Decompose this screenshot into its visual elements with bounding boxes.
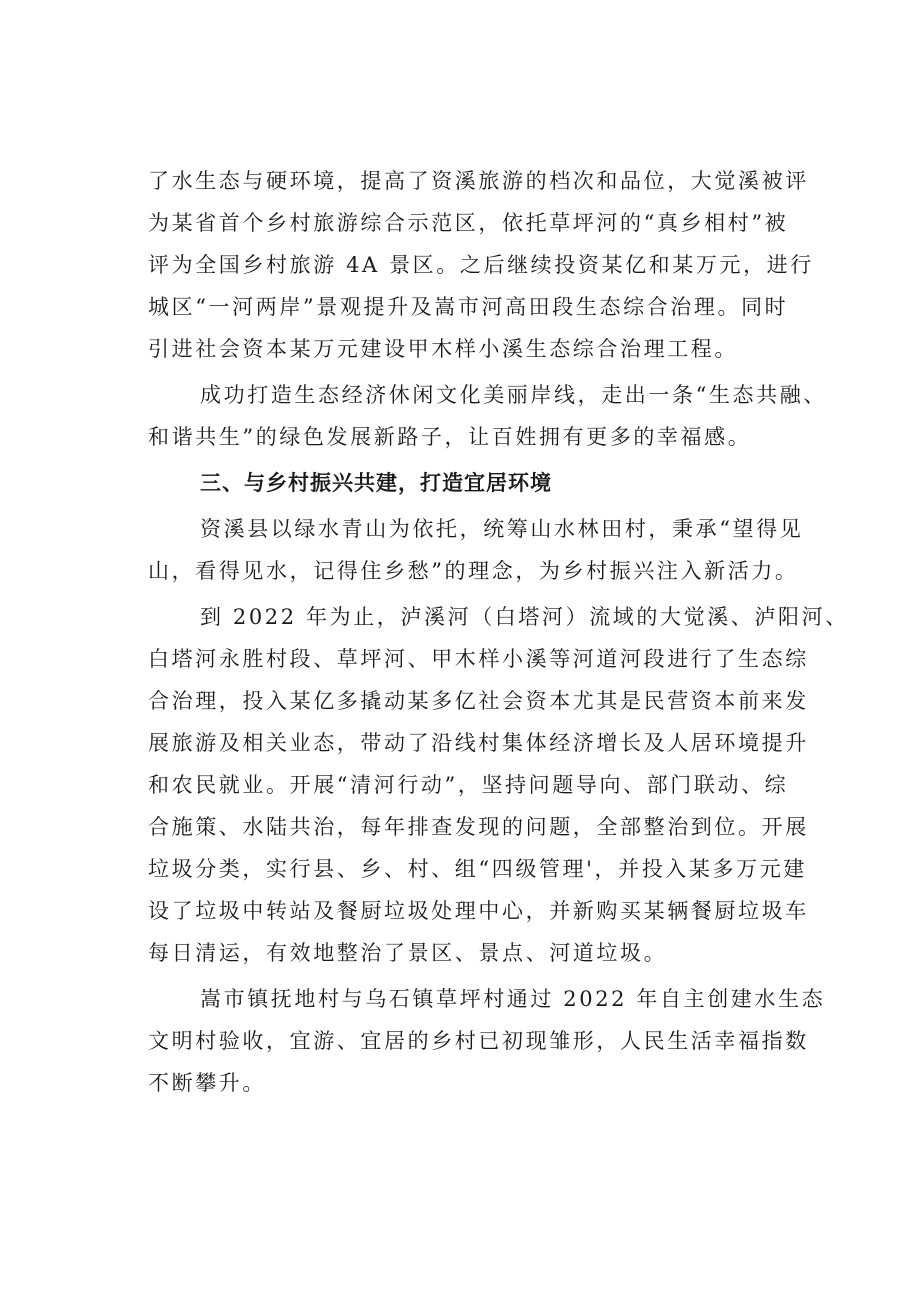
text-line: 嵩市镇抚地村与乌石镇草坪村通过 2022 年自主创建水生态	[200, 987, 826, 1011]
text-line: 垃圾分类，实行县、乡、村、组“四级管理'，并投入某多万元建	[148, 857, 807, 881]
text-line: 引进社会资本某万元建设甲木样小溪生态综合治理工程。	[148, 337, 738, 361]
paragraph-1	[148, 160, 814, 370]
text-line: 白塔河永胜村段、草坪河、甲木样小溪等河道河段进行了生态综	[148, 647, 809, 671]
section-heading: 三、与乡村振兴共建，打造宜居环境	[200, 471, 552, 495]
paragraph-3	[148, 508, 808, 592]
text-line: 不断攀升。	[148, 1071, 266, 1095]
paragraph-4	[148, 596, 849, 974]
text-line: 和农民就业。开展“清河行动”，坚持问题导向、部门联动、综	[148, 773, 789, 797]
text-line: 为某省首个乡村旅游综合示范区，依托草坪河的“真乡相村”被	[148, 211, 789, 235]
document-body	[148, 160, 849, 1108]
text-line: 和谐共生”的绿色发展新路子，让百姓拥有更多的幸福感。	[148, 425, 752, 449]
text-line: 了水生态与硬环境，提高了资溪旅游的档次和品位，大觉溪被评	[148, 169, 809, 193]
text-line: 设了垃圾中转站及餐厨垃圾处理中心，并新购买某辆餐厨垃圾车	[148, 899, 809, 923]
text-line: 资溪县以绿水青山为依托，统筹山水林田村，秉承“望得见	[200, 517, 804, 541]
text-line: 合治理，投入某亿多撬动某多亿社会资本尤其是民营资本前来发	[148, 689, 809, 713]
text-line: 文明村验收，宜游、宜居的乡村已初现雏形，人民生活幸福指数	[148, 1029, 809, 1053]
text-line: 城区“一河两岸”景观提升及嵩市河高田段生态综合治理。同时	[148, 295, 789, 319]
text-line: 成功打造生态经济休闲文化美丽岸线，走出一条“生态共融、	[200, 383, 827, 407]
text-line: 合施策、水陆共治，每年排查发现的问题，全部整治到位。开展	[148, 815, 809, 839]
paragraph-5	[148, 978, 826, 1104]
text-line: 每日清运，有效地整治了景区、景点、河道垃圾。	[148, 941, 668, 965]
text-line: 评为全国乡村旅游 4A 景区。之后继续投资某亿和某万元，进行	[148, 253, 814, 277]
paragraph-2	[148, 374, 827, 458]
text-line: 展旅游及相关业态，带动了沿线村集体经济增长及人居环境提升	[148, 731, 809, 755]
text-line: 到 2022 年为止，泸溪河（白塔河）流域的大觉溪、泸阳河、	[200, 605, 849, 629]
text-line: 山，看得见水，记得住乡愁”的理念，为乡村振兴注入新活力。	[148, 559, 799, 583]
